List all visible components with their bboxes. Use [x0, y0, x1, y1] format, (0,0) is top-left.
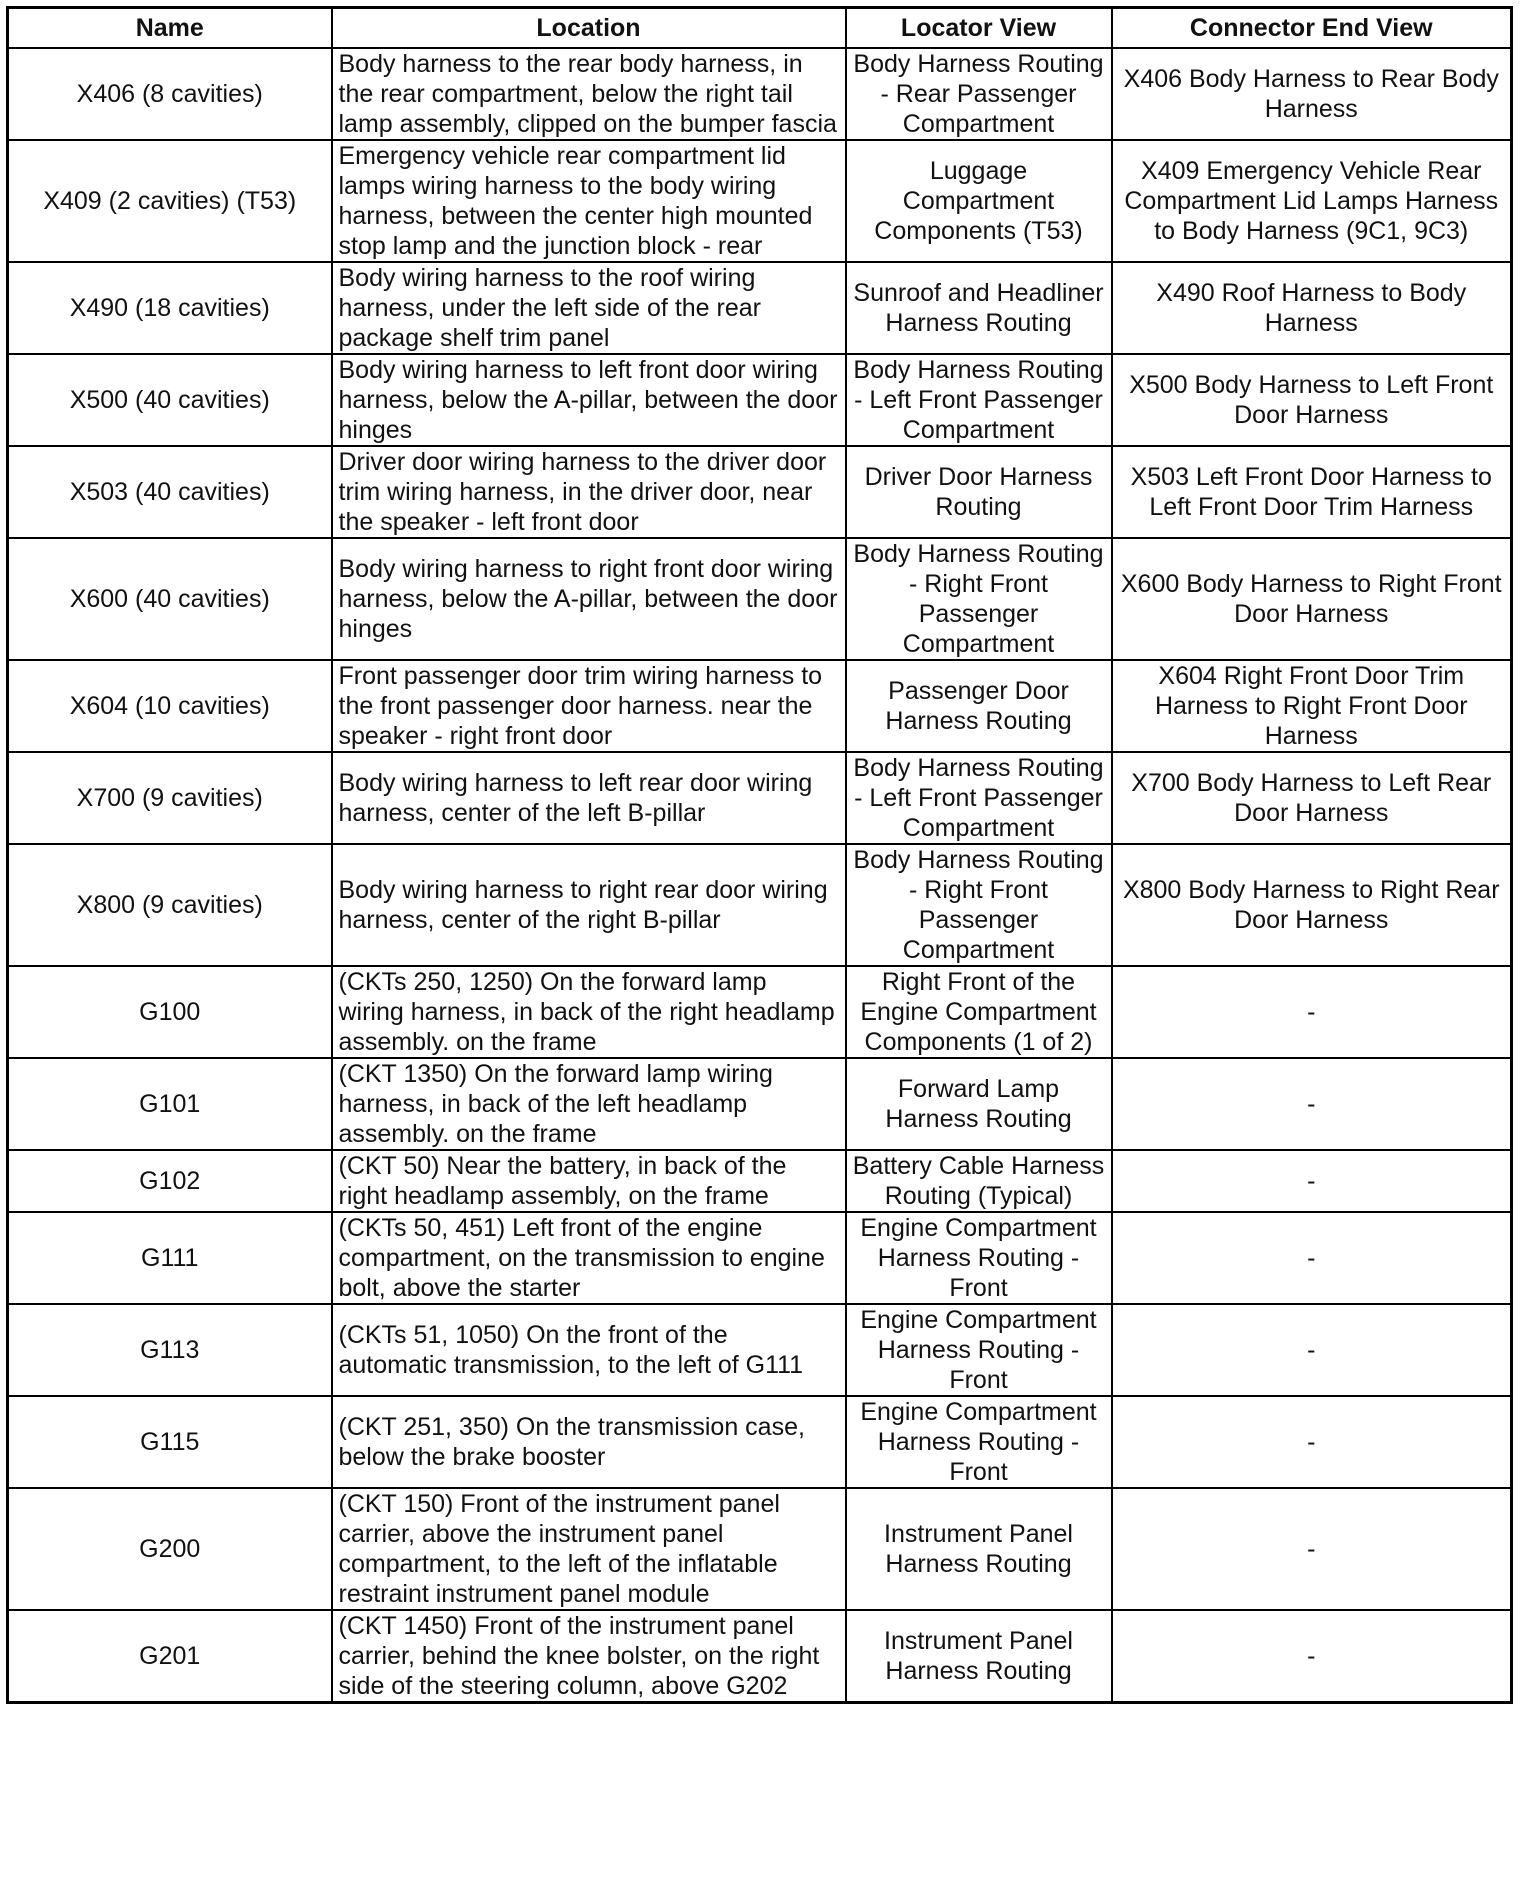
cell-name: G100: [8, 966, 332, 1058]
header-location: Location: [332, 8, 846, 49]
cell-locator-view: Body Harness Routing - Left Front Passenger Compartment: [846, 354, 1112, 446]
table-row: [8, 1304, 1512, 1396]
cell-locator-view: Sunroof and Headliner Harness Routing: [846, 262, 1112, 354]
cell-locator-view: Engine Compartment Harness Routing - Front: [846, 1304, 1112, 1396]
cell-connector-end-view: -: [1112, 1610, 1512, 1703]
cell-connector-end-view: -: [1112, 1212, 1512, 1304]
cell-location: (CKTs 50, 451) Left front of the engine compartment, on the transmission to engine bolt, above the starter: [332, 1212, 846, 1304]
cell-connector-end-view: X604 Right Front Door Trim Harness to Right Front Door Harness: [1112, 660, 1512, 752]
cell-location: Body wiring harness to right rear door wiring harness, center of the right B-pillar: [332, 844, 846, 966]
cell-locator-view: Engine Compartment Harness Routing - Front: [846, 1212, 1112, 1304]
cell-locator-view: Instrument Panel Harness Routing: [846, 1610, 1112, 1703]
cell-location: (CKT 50) Near the battery, in back of the right headlamp assembly, on the frame: [332, 1150, 846, 1212]
cell-locator-view: Right Front of the Engine Compartment Components (1 of 2): [846, 966, 1112, 1058]
cell-connector-end-view: X409 Emergency Vehicle Rear Compartment Lid Lamps Harness to Body Harness (9C1, 9C3): [1112, 140, 1512, 262]
table-row: [8, 140, 1512, 262]
cell-locator-view: Body Harness Routing - Right Front Passenger Compartment: [846, 844, 1112, 966]
cell-location: Body harness to the rear body harness, in the rear compartment, below the right tail lamp assembly, clipped on the bumper fascia: [332, 48, 846, 140]
cell-name: G113: [8, 1304, 332, 1396]
cell-locator-view: Passenger Door Harness Routing: [846, 660, 1112, 752]
cell-locator-view: Forward Lamp Harness Routing: [846, 1058, 1112, 1150]
cell-location: Body wiring harness to the roof wiring harness, under the left side of the rear package shelf trim panel: [332, 262, 846, 354]
cell-location: (CKTs 250, 1250) On the forward lamp wiring harness, in back of the right headlamp assembly. on the frame: [332, 966, 846, 1058]
table-row: [8, 844, 1512, 966]
cell-locator-view: Luggage Compartment Components (T53): [846, 140, 1112, 262]
cell-locator-view: Battery Cable Harness Routing (Typical): [846, 1150, 1112, 1212]
cell-location: (CKT 150) Front of the instrument panel carrier, above the instrument panel compartment, to the left of the inflatable restraint instrument panel module: [332, 1488, 846, 1610]
table-row: [8, 660, 1512, 752]
cell-name: G111: [8, 1212, 332, 1304]
cell-connector-end-view: X406 Body Harness to Rear Body Harness: [1112, 48, 1512, 140]
cell-name: G102: [8, 1150, 332, 1212]
cell-name: X700 (9 cavities): [8, 752, 332, 844]
cell-name: X406 (8 cavities): [8, 48, 332, 140]
cell-location: Body wiring harness to left rear door wiring harness, center of the left B-pillar: [332, 752, 846, 844]
table-row: [8, 1396, 1512, 1488]
cell-name: G101: [8, 1058, 332, 1150]
cell-name: X604 (10 cavities): [8, 660, 332, 752]
header-name: Name: [8, 8, 332, 49]
header-connector-end-view: Connector End View: [1112, 8, 1512, 49]
table-row: [8, 538, 1512, 660]
cell-name: G200: [8, 1488, 332, 1610]
cell-locator-view: Body Harness Routing - Rear Passenger Compartment: [846, 48, 1112, 140]
table-row: [8, 1212, 1512, 1304]
cell-connector-end-view: X600 Body Harness to Right Front Door Harness: [1112, 538, 1512, 660]
table-row: [8, 48, 1512, 140]
cell-connector-end-view: -: [1112, 1150, 1512, 1212]
table-row: [8, 1058, 1512, 1150]
cell-connector-end-view: X500 Body Harness to Left Front Door Harness: [1112, 354, 1512, 446]
table-row: [8, 1488, 1512, 1610]
table-row: [8, 446, 1512, 538]
cell-locator-view: Instrument Panel Harness Routing: [846, 1488, 1112, 1610]
cell-name: X500 (40 cavities): [8, 354, 332, 446]
cell-location: Body wiring harness to right front door wiring harness, below the A-pillar, between the door hinges: [332, 538, 846, 660]
cell-location: Emergency vehicle rear compartment lid lamps wiring harness to the body wiring harness, between the center high mounted stop lamp and the junction block - rear: [332, 140, 846, 262]
cell-name: G201: [8, 1610, 332, 1703]
connector-table: [6, 6, 1513, 1704]
cell-connector-end-view: -: [1112, 1488, 1512, 1610]
cell-locator-view: Driver Door Harness Routing: [846, 446, 1112, 538]
cell-name: G115: [8, 1396, 332, 1488]
cell-location: (CKTs 51, 1050) On the front of the automatic transmission, to the left of G111: [332, 1304, 846, 1396]
cell-locator-view: Body Harness Routing - Left Front Passenger Compartment: [846, 752, 1112, 844]
cell-connector-end-view: X503 Left Front Door Harness to Left Front Door Trim Harness: [1112, 446, 1512, 538]
cell-location: Front passenger door trim wiring harness to the front passenger door harness. near the speaker - right front door: [332, 660, 846, 752]
header-locator-view: Locator View: [846, 8, 1112, 49]
cell-location: (CKT 251, 350) On the transmission case, below the brake booster: [332, 1396, 846, 1488]
cell-location: (CKT 1450) Front of the instrument panel carrier, behind the knee bolster, on the right side of the steering column, above G202: [332, 1610, 846, 1703]
cell-connector-end-view: -: [1112, 1058, 1512, 1150]
cell-name: X800 (9 cavities): [8, 844, 332, 966]
cell-location: Driver door wiring harness to the driver door trim wiring harness, in the driver door, near the speaker - left front door: [332, 446, 846, 538]
cell-connector-end-view: X800 Body Harness to Right Rear Door Harness: [1112, 844, 1512, 966]
cell-name: X409 (2 cavities) (T53): [8, 140, 332, 262]
table-row: [8, 354, 1512, 446]
cell-connector-end-view: X700 Body Harness to Left Rear Door Harness: [1112, 752, 1512, 844]
table-header: [8, 8, 1512, 49]
cell-connector-end-view: -: [1112, 1396, 1512, 1488]
table-row: [8, 1150, 1512, 1212]
cell-location: (CKT 1350) On the forward lamp wiring harness, in back of the left headlamp assembly. on the frame: [332, 1058, 846, 1150]
table-row: [8, 262, 1512, 354]
cell-connector-end-view: X490 Roof Harness to Body Harness: [1112, 262, 1512, 354]
table-row: [8, 966, 1512, 1058]
cell-location: Body wiring harness to left front door wiring harness, below the A-pillar, between the door hinges: [332, 354, 846, 446]
cell-connector-end-view: -: [1112, 1304, 1512, 1396]
cell-locator-view: Body Harness Routing - Right Front Passenger Compartment: [846, 538, 1112, 660]
cell-name: X600 (40 cavities): [8, 538, 332, 660]
cell-name: X503 (40 cavities): [8, 446, 332, 538]
cell-name: X490 (18 cavities): [8, 262, 332, 354]
table-row: [8, 1610, 1512, 1703]
header-row: [8, 8, 1512, 49]
cell-locator-view: Engine Compartment Harness Routing - Front: [846, 1396, 1112, 1488]
cell-connector-end-view: -: [1112, 966, 1512, 1058]
table-row: [8, 752, 1512, 844]
table-body: [8, 48, 1512, 1703]
